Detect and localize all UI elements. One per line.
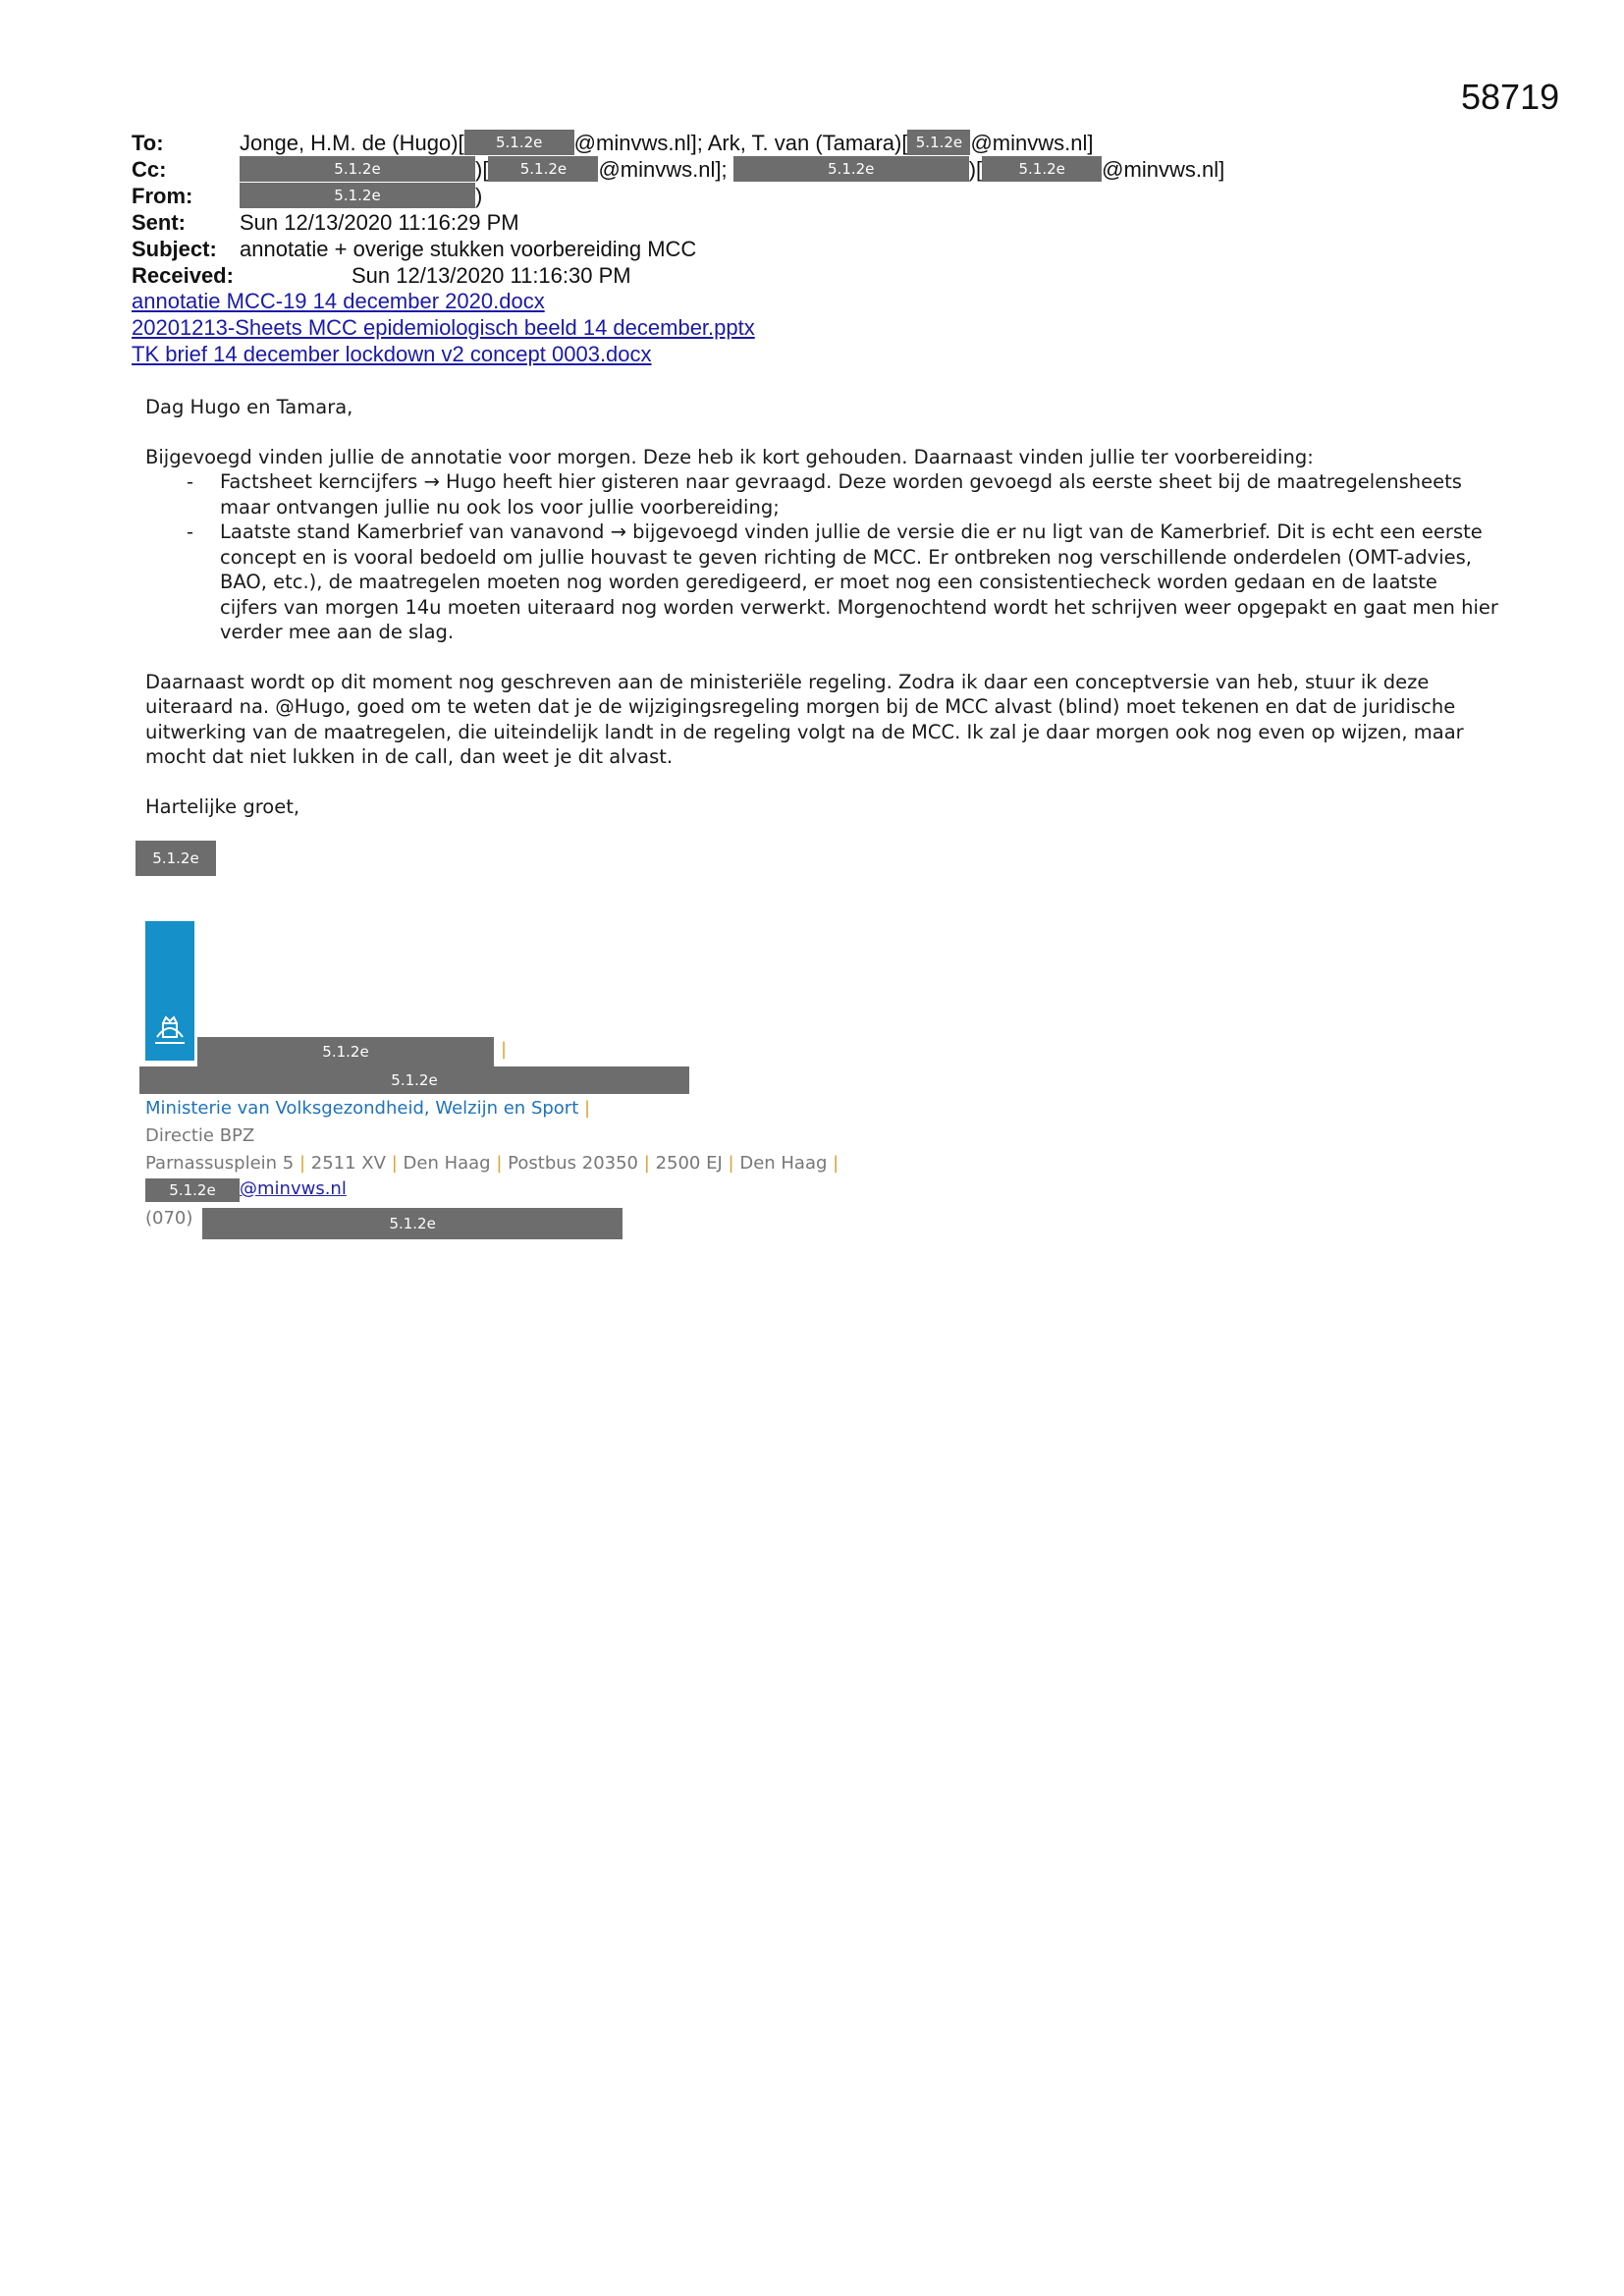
attachment-link[interactable]: annotatie MCC-19 14 december 2020.docx <box>132 289 545 313</box>
subject-value: annotatie + overige stukken voorbereiding MCC <box>240 237 697 261</box>
redaction-box: 5.1.2e <box>240 156 475 182</box>
separator: | <box>501 1039 508 1060</box>
subject-label: Subject: <box>132 237 217 261</box>
bullet-item: - Laatste stand Kamerbrief van vanavond → bijgevoegd vinden jullie de versie die er nu ligt van de Kamerbrief. Dit is echt een eerste concept en is vooral bedoeld om jullie houvast te geven richting de MCC. Er ontbreken nog verschillende onderdelen (OMT-advies, BAO, etc.), de maatregelen moeten nog worden geredigeerd, er moet nog een consistentiecheck worden gedaan en de laatste cijfers van morgen 14u moeten uiteraard nog worden verwerkt. Morgenochtend wordt het schrijven weer opgepakt en gaat men hier verder mee aan de slag. <box>187 520 1498 643</box>
signature-name-redaction: 5.1.2e <box>197 1037 494 1066</box>
phone-line <box>145 1208 623 1239</box>
redaction-box: 5.1.2e <box>464 130 574 155</box>
redaction-box: 5.1.2e <box>488 156 598 182</box>
redaction-box: 5.1.2e <box>240 183 475 208</box>
redaction-box: 5.1.2e <box>982 156 1102 182</box>
to-label: To: <box>132 131 164 155</box>
attachment-link[interactable]: 20201213-Sheets MCC epidemiologisch beeld 14 december.pptx <box>132 315 755 340</box>
address-line: Parnassusplein 5 | 2511 XV | Den Haag | Postbus 20350 | 2500 EJ | Den Haag | <box>145 1153 839 1174</box>
cc-value: 5.1.2e )[ 5.1.2e @minvws.nl]; 5.1.2e )[ 5.1.2e @minvws.nl] <box>240 156 1224 183</box>
document-number: 58719 <box>1461 77 1560 117</box>
from-label: From: <box>132 184 193 208</box>
email-line <box>145 1178 347 1202</box>
received-label: Received: <box>132 263 234 288</box>
phone-prefix: (070) <box>145 1208 193 1229</box>
to-value: Jonge, H.M. de (Hugo)[ 5.1.2e @minvws.nl]; Ark, T. van (Tamara)[ 5.1.2e @minvws.nl] <box>240 131 1094 155</box>
phone-redaction: 5.1.2e <box>202 1208 623 1239</box>
redaction-box: 5.1.2e <box>733 156 969 182</box>
redaction-box: 5.1.2e <box>907 130 970 155</box>
crest-icon <box>145 921 194 1061</box>
logo-bar <box>145 921 194 1061</box>
sender-name-redaction: 5.1.2e <box>135 841 216 876</box>
cc-label: Cc: <box>132 157 167 182</box>
ministry-name: Ministerie van Volksgezondheid, Welzijn en Sport <box>145 1098 579 1119</box>
email-link[interactable]: @minvws.nl <box>240 1178 347 1199</box>
directorate: Directie BPZ <box>145 1125 255 1146</box>
from-value: 5.1.2e ) <box>240 183 482 209</box>
email-redaction: 5.1.2e <box>145 1178 240 1202</box>
bullet-item: - Factsheet kerncijfers → Hugo heeft hier gisteren naar gevraagd. Deze worden gevoegd als eerste sheet bij de maatregelensheets maar ontvangen jullie nu ook los voor jullie voorbereiding; <box>187 470 1462 519</box>
paragraph: Daarnaast wordt op dit moment nog geschreven aan de ministeriële regeling. Zodra ik daar een conceptversie van heb, stuur ik deze uiteraard na. @Hugo, goed om te weten dat je de wijzigingsregeling morgen bij de MCC alvast (blind) moet tekenen en dat de juridische uitwerking van de maatregelen, die uiteindelijk landt in de regeling volgt na de MCC. Ik zal je daar morgen ook nog even op wijzen, maar mocht dat niet lukken in de call, dan weet je dit alvast. <box>145 670 1464 768</box>
sent-label: Sent: <box>132 210 186 235</box>
intro-paragraph: Bijgevoegd vinden jullie de annotatie voor morgen. Deze heb ik kort gehouden. Daarnaast vinden jullie ter voorbereiding: <box>145 445 1314 468</box>
ministry-line: Ministerie van Volksgezondheid, Welzijn en Sport | <box>145 1098 591 1119</box>
sent-value: Sun 12/13/2020 11:16:29 PM <box>240 210 519 235</box>
attachment-link[interactable]: TK brief 14 december lockdown v2 concept 0003.docx <box>132 342 652 366</box>
received-value: Sun 12/13/2020 11:16:30 PM <box>352 263 631 288</box>
signature-title-redaction: 5.1.2e <box>139 1066 689 1094</box>
greeting: Dag Hugo en Tamara, <box>145 396 353 418</box>
email-body <box>145 395 1500 819</box>
closing: Hartelijke groet, <box>145 794 300 818</box>
